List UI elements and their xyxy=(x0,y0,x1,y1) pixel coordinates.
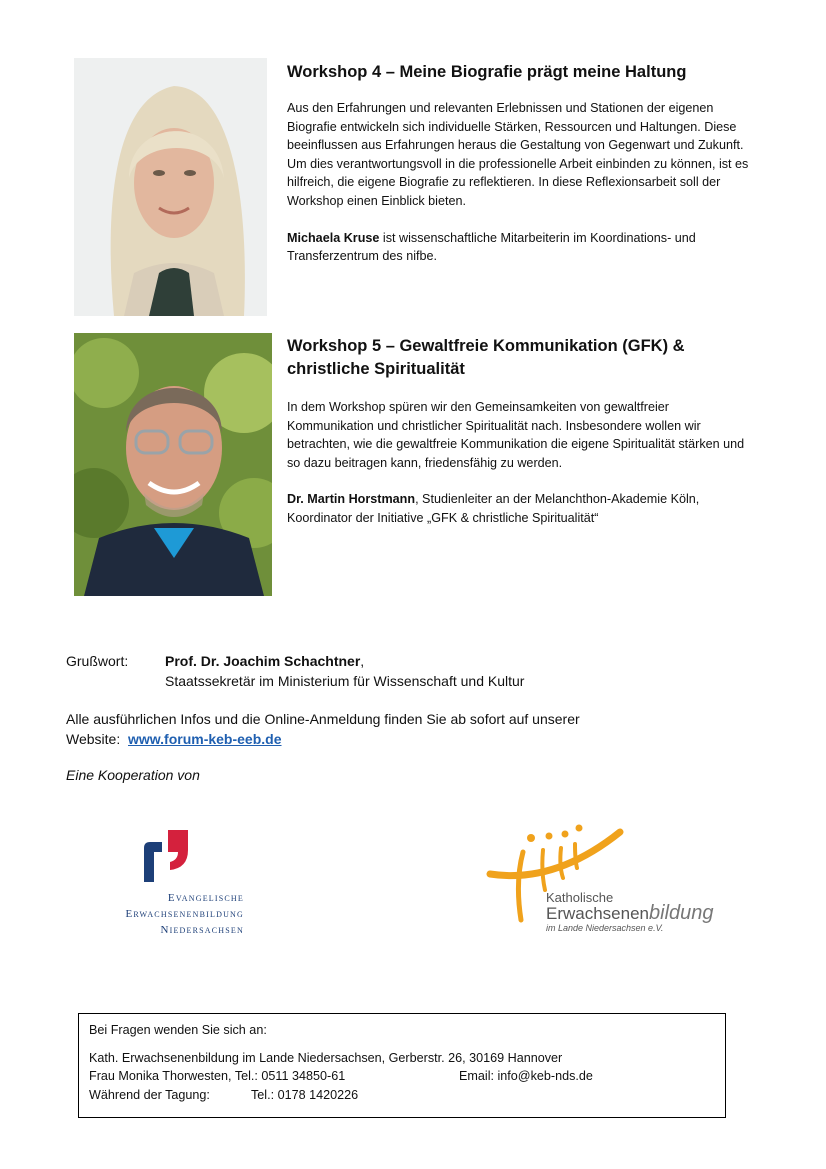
speaker-info: ist wissenschaftliche Mitarbeiterin im Koordinations- und Transferzentrum des nifbe. xyxy=(287,230,696,264)
keb-line-3: im Lande Niedersachsen e.V. xyxy=(546,923,664,933)
keb-line-2b: bildung xyxy=(649,902,714,924)
info-text: Alle ausführlichen Infos und die Online-Anmeldung finden Sie ab sofort auf unserer xyxy=(66,711,580,727)
contact-line-1: Kath. Erwachsenenbildung im Lande Niedersachsen, Gerberstr. 26, 30169 Hannover xyxy=(89,1050,563,1065)
portrait-man-image xyxy=(74,333,272,596)
workshop-5-speaker xyxy=(287,490,757,527)
workshop-4-body xyxy=(287,99,757,284)
contact-line-3 xyxy=(89,1086,715,1105)
speaker-name: Dr. Martin Horstmann xyxy=(287,492,416,507)
contact-heading: Bei Fragen wenden Sie sich an: xyxy=(89,1023,267,1037)
speaker-info: , Studienleiter an der Melanchthon-Akademie Köln, Koordinator der Initiative „GFK & christliche Spiritualität“ xyxy=(287,492,700,525)
keb-line-2a: Erwachsenen xyxy=(546,904,650,923)
eeb-line-3: Niedersachsen xyxy=(160,924,244,936)
speaker-photo-horstmann xyxy=(74,333,272,596)
contact-during-phone: Tel.: 0178 1420226 xyxy=(251,1087,359,1102)
workshop-5-title: Workshop 5 – Gewaltfreie Kommunikation (GFK) & christliche Spiritualität xyxy=(287,337,685,378)
greeting-detail xyxy=(165,652,725,691)
speaker-name: Michaela Kruse xyxy=(287,230,380,245)
info-block xyxy=(66,710,766,749)
contact-line-2 xyxy=(89,1067,715,1086)
speaker-photo-kruse xyxy=(74,58,267,316)
keb-line-1: Katholische xyxy=(546,890,614,905)
contact-during-label: Während der Tagung: xyxy=(89,1087,210,1102)
eeb-line-1: Evangelische xyxy=(167,892,244,904)
portrait-woman-image xyxy=(74,58,267,316)
workshop-4-speaker xyxy=(287,229,757,266)
workshop-5-body xyxy=(287,398,757,546)
keb-line-2 xyxy=(546,902,714,925)
greeting-position: Staatssekretär im Ministerium für Wissenschaft und Kultur xyxy=(165,672,525,689)
contact-box xyxy=(78,1013,726,1118)
website-link[interactable]: www.forum-keb-eeb.de xyxy=(128,730,282,747)
eeb-logo-mark-icon xyxy=(142,828,192,884)
contact-email: Email: info@keb-nds.de xyxy=(459,1069,593,1083)
eeb-line-2: Erwachsenenbildung xyxy=(125,908,244,920)
logo-evangelische-erwachsenenbildung xyxy=(92,828,252,940)
workshop-4-description: Aus den Erfahrungen und relevanten Erlebnissen und Stationen der eigenen Biografie entwickeln sich individuelle Stärken, Ressourcen und Haltungen. Diese beeinflussen aus Erfahrungen heraus die Gestaltung von Gegenwart und Zukunft. Um dies verantwortungsvoll in die professionelle Arbeit einbinden zu können, ist es hilfreich, die eigene Biografie zu reflektieren. In diese Reflexionsarbeit soll der Workshop einen Einblick bieten. xyxy=(287,101,749,208)
greeting-label: Grußwort: xyxy=(66,653,129,669)
greeting-name-suffix: , xyxy=(360,653,365,669)
cooperation-label: Eine Kooperation von xyxy=(66,767,200,783)
contact-name-phone: Frau Monika Thorwesten, Tel.: 0511 34850-61 xyxy=(89,1069,346,1083)
workshop-4-title: Workshop 4 – Meine Biografie prägt meine Haltung xyxy=(287,63,687,81)
workshop-5-description: In dem Workshop spüren wir den Gemeinsamkeiten von gewaltfreier Kommunikation und christlicher Spiritualität nach. Insbesondere wollen wir betrachten, wie die gewaltfreie Kommunikation die eigene Spiritualität stärken und so dazu beitragen kann, friedensfähig zu werden. xyxy=(287,400,745,470)
greeting-name: Prof. Dr. Joachim Schachtner xyxy=(165,653,361,669)
website-label: Website: xyxy=(66,730,121,747)
logo-katholische-erwachsenenbildung xyxy=(485,822,730,934)
